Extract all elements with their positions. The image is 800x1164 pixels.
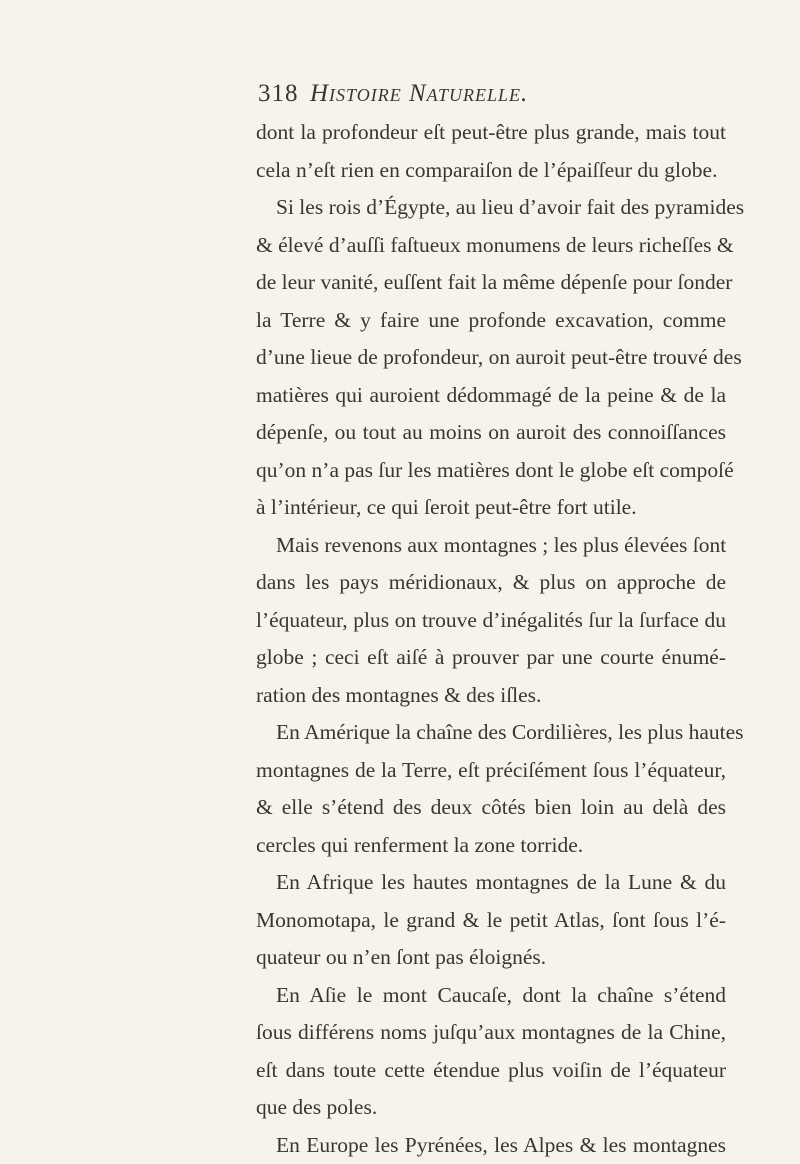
text-line: la Terre & y faire une profonde excavation, comme	[256, 302, 726, 340]
page-header	[258, 78, 638, 118]
text-line: montagnes de la Terre, eſt préciſément ſous l’équateur,	[256, 752, 726, 790]
text-line: eſt dans toute cette étendue plus voiſin de l’équateur	[256, 1052, 726, 1090]
text-line: En Aſie le mont Caucaſe, dont la chaîne s’étend	[256, 977, 726, 1015]
running-title: Histoire Naturelle.	[310, 80, 528, 108]
text-line: ſous différens noms juſqu’aux montagnes de la Chine,	[256, 1014, 726, 1052]
text-line: d’une lieue de profondeur, on auroit peut-être trouvé des	[256, 339, 726, 377]
text-line: quateur ou n’en ſont pas éloignés.	[256, 939, 726, 977]
text-line: ration des montagnes & des iſles.	[256, 677, 726, 715]
page-number: 318	[258, 80, 299, 108]
text-line: Mais revenons aux montagnes ; les plus élevées ſont	[256, 527, 726, 565]
text-line: l’équateur, plus on trouve d’inégalités ſur la ſurface du	[256, 602, 726, 640]
text-line: & elle s’étend des deux côtés bien loin au delà des	[256, 789, 726, 827]
body-text	[256, 114, 726, 1164]
text-line: En Afrique les hautes montagnes de la Lune & du	[256, 864, 726, 902]
text-line: En Amérique la chaîne des Cordilières, les plus hautes	[256, 714, 726, 752]
text-line: à l’intérieur, ce qui ſeroit peut-être fort utile.	[256, 489, 726, 527]
text-line: qu’on n’a pas ſur les matières dont le globe eſt compoſé	[256, 452, 726, 490]
text-line: matières qui auroient dédommagé de la peine & de la	[256, 377, 726, 415]
text-line: dans les pays méridionaux, & plus on approche de	[256, 564, 726, 602]
text-line: cela n’eſt rien en comparaiſon de l’épaiſſeur du globe.	[256, 152, 726, 190]
text-line: dépenſe, ou tout au moins on auroit des connoiſſances	[256, 414, 726, 452]
text-line: que des poles.	[256, 1089, 726, 1127]
text-line: globe ; ceci eſt aiſé à prouver par une courte énumé-	[256, 639, 726, 677]
text-line: Monomotapa, le grand & le petit Atlas, ſont ſous l’é-	[256, 902, 726, 940]
text-line: dont la profondeur eſt peut-être plus grande, mais tout	[256, 114, 726, 152]
text-line: En Europe les Pyrénées, les Alpes & les montagnes	[256, 1127, 726, 1164]
text-line: & élevé d’auſſi faſtueux monumens de leurs richeſſes &	[256, 227, 726, 265]
text-line: Si les rois d’Égypte, au lieu d’avoir fait des pyramides	[256, 189, 726, 227]
text-line: de leur vanité, euſſent fait la même dépenſe pour ſonder	[256, 264, 726, 302]
text-line: cercles qui renferment la zone torride.	[256, 827, 726, 865]
